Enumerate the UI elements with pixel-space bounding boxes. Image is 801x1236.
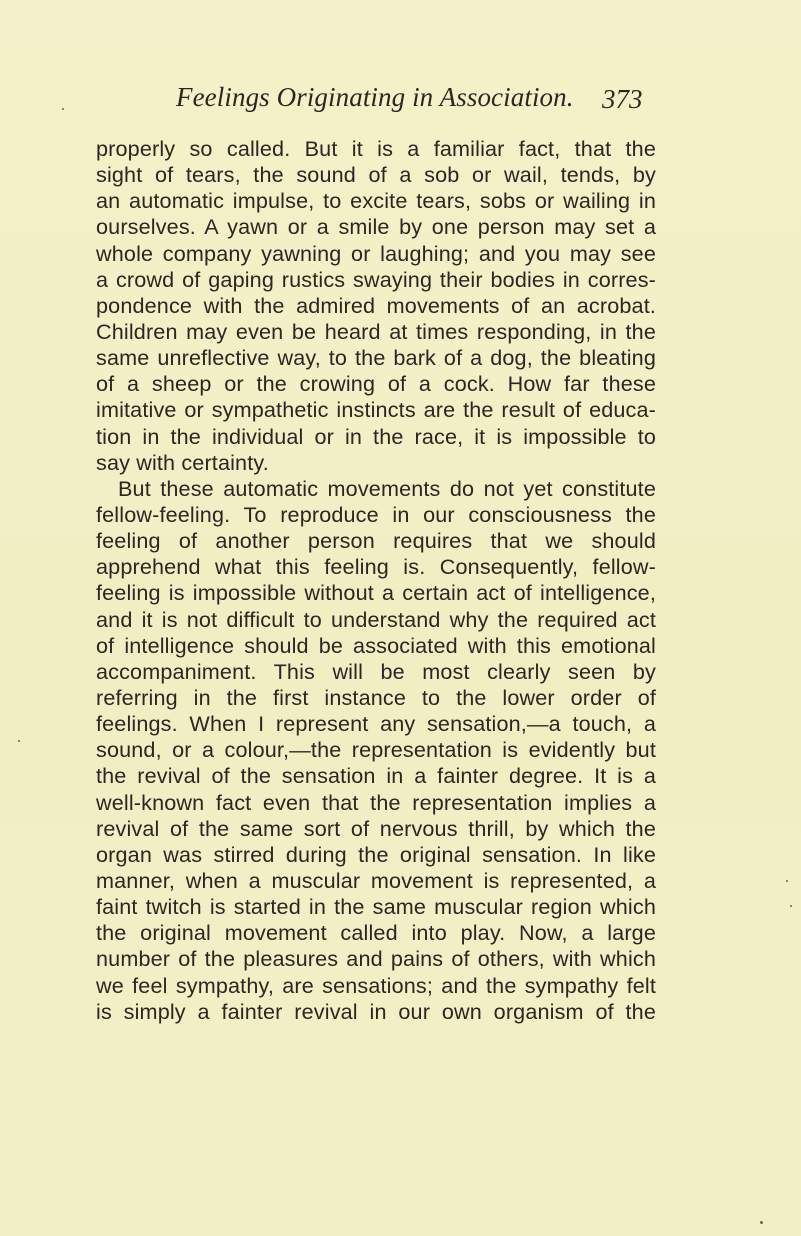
text-line: of a sheep or the crowing of a cock. How far these — [96, 371, 656, 397]
text-line: well-known fact even that the representation implies a — [96, 789, 656, 815]
paragraph-1 — [96, 136, 656, 476]
paper-speck — [790, 905, 792, 907]
text-line: manner, when a muscular movement is represented, a — [96, 867, 656, 893]
paper-speck — [760, 1221, 763, 1224]
paper-speck — [18, 740, 20, 742]
text-line: same unreflective way, to the bark of a dog, the bleating — [96, 345, 656, 371]
text-line: accompaniment. This will be most clearly seen by — [96, 658, 656, 684]
text-line: we feel sympathy, are sensations; and the sympathy felt — [96, 972, 656, 998]
text-line: a crowd of gaping rustics swaying their bodies in corres- — [96, 266, 656, 292]
text-line: feelings. When I represent any sensation,—a touch, a — [96, 711, 656, 737]
text-line: faint twitch is started in the same muscular region which — [96, 894, 656, 920]
body-text — [96, 136, 656, 1025]
text-line: imitative or sympathetic instincts are the result of educa- — [96, 397, 656, 423]
text-line: an automatic impulse, to excite tears, sobs or wailing in — [96, 188, 656, 214]
text-line: revival of the same sort of nervous thrill, by which the — [96, 815, 656, 841]
paper-speck — [786, 880, 788, 882]
text-line: organ was stirred during the original sensation. In like — [96, 841, 656, 867]
text-line: But these automatic movements do not yet constitute — [118, 475, 656, 501]
text-line: of intelligence should be associated with this emotional — [96, 632, 656, 658]
text-line: pondence with the admired movements of an acrobat. — [96, 292, 656, 318]
text-line: ourselves. A yawn or a smile by one person may set a — [96, 214, 656, 240]
text-line: sight of tears, the sound of a sob or wail, tends, by — [96, 162, 656, 188]
page-number: 373 — [602, 84, 643, 114]
text-line: fellow-feeling. To reproduce in our consciousness the — [96, 501, 656, 527]
text-line: whole company yawning or laughing; and you may see — [96, 240, 656, 266]
text-line: properly so called. But it is a familiar fact, that the — [96, 136, 656, 161]
text-line: and it is not difficult to understand why the required act — [96, 606, 656, 632]
text-line: referring in the first instance to the lower order of — [96, 684, 656, 710]
text-line: apprehend what this feeling is. Consequently, fellow- — [96, 554, 656, 580]
text-line: sound, or a colour,—the representation is evidently but — [96, 737, 656, 763]
text-line: tion in the individual or in the race, it is impossible to — [96, 423, 656, 449]
text-line: say with certainty. — [96, 449, 269, 475]
text-line: feeling is impossible without a certain act of intelligence, — [96, 580, 656, 606]
text-line: is simply a fainter revival in our own organism of the — [96, 998, 656, 1024]
text-line: the revival of the sensation in a fainter degree. It is a — [96, 763, 656, 789]
running-title: Feelings Originating in Association. — [176, 82, 574, 112]
running-head — [173, 82, 643, 122]
paper-speck — [62, 108, 64, 110]
text-line: Children may even be heard at times responding, in the — [96, 318, 656, 344]
text-line: feeling of another person requires that we should — [96, 528, 656, 554]
text-line: number of the pleasures and pains of others, with which — [96, 946, 656, 972]
text-line: the original movement called into play. Now, a large — [96, 920, 656, 946]
paragraph-2 — [96, 476, 656, 1025]
